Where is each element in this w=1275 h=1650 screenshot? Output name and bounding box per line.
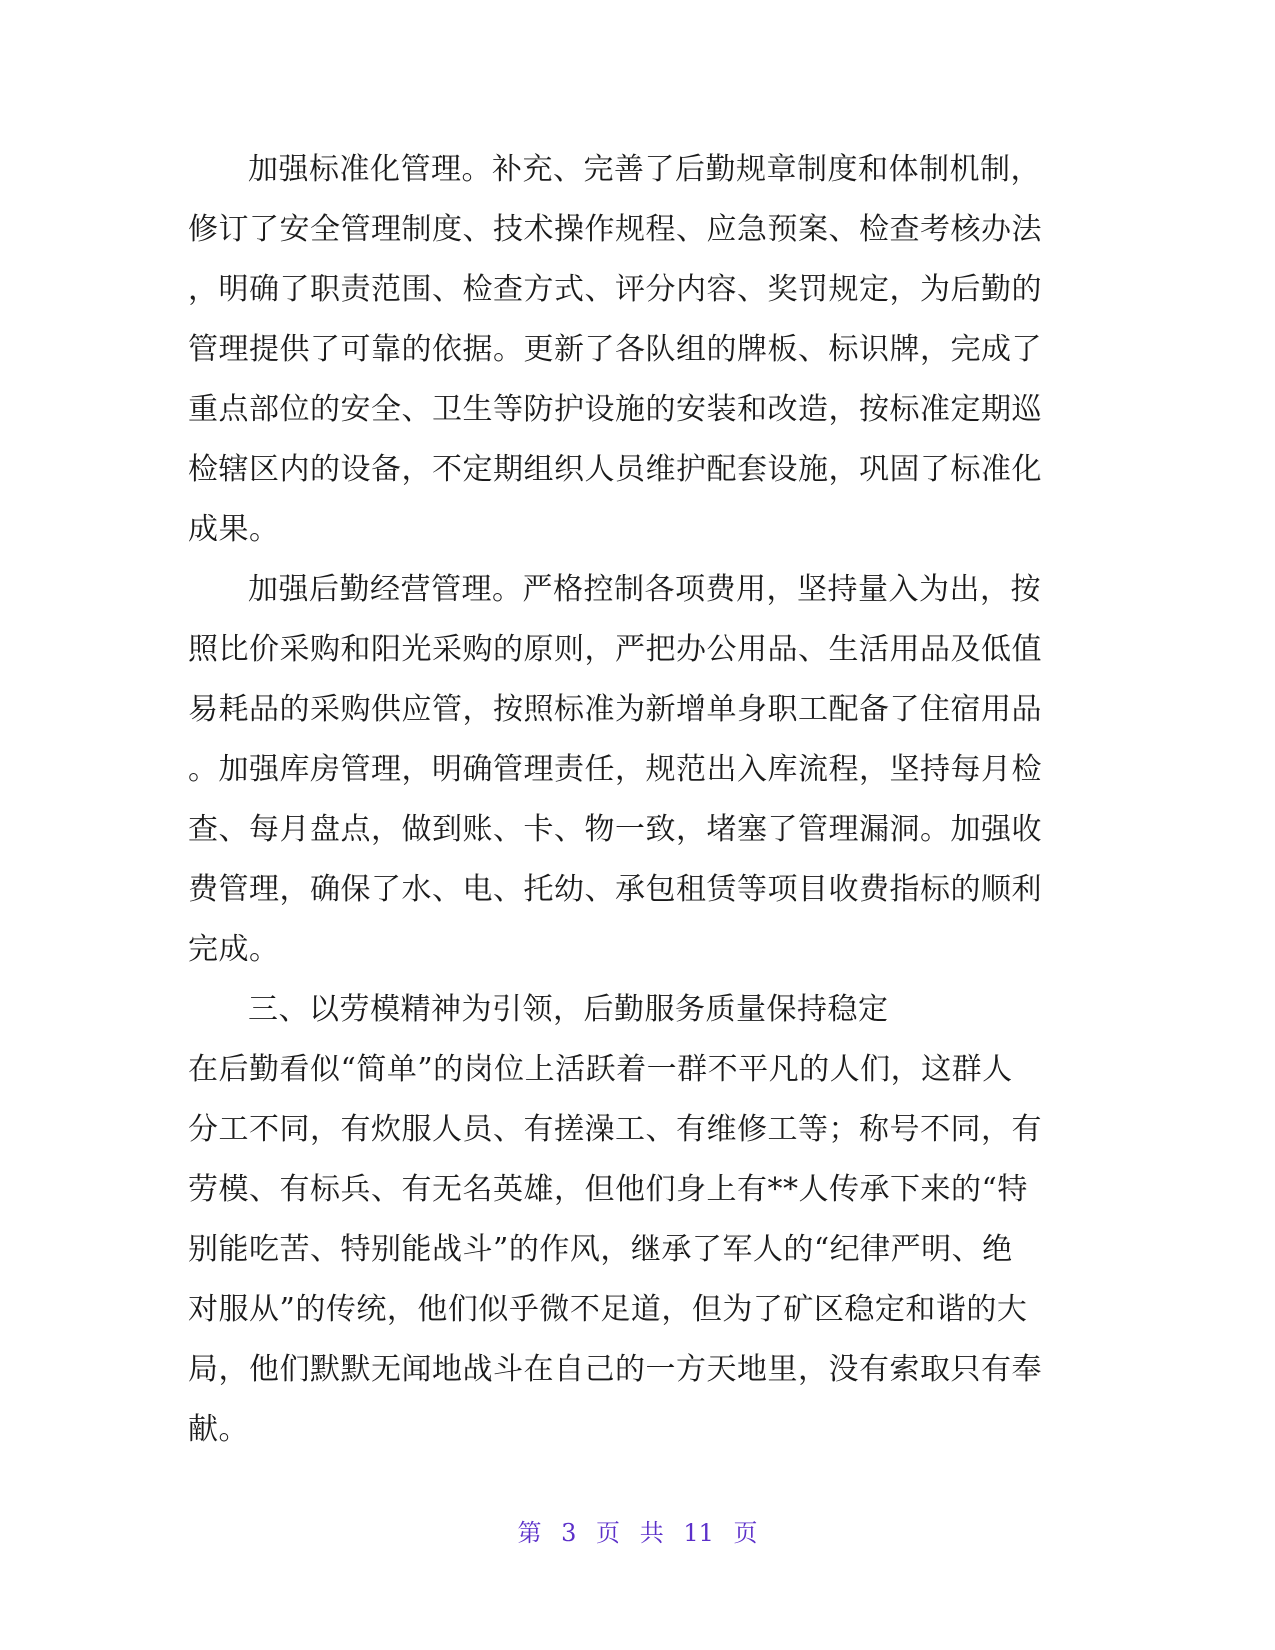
paragraph-line: 劳模、有标兵、有无名英雄，但他们身上有**人传承下来的“特 [188,1172,1028,1207]
footer-total-pages: 11 [683,1519,714,1547]
document-body [188,140,1068,1460]
paragraph-line: 查、每月盘点，做到账、卡、物一致，堵塞了管理漏洞。加强收 [188,812,1042,847]
paragraph-line: 局，他们默默无闻地战斗在自己的一方天地里，没有索取只有奉 [188,1352,1042,1387]
paragraph-line: 管理提供了可靠的依据。更新了各队组的牌板、标识牌，完成了 [188,332,1042,367]
paragraph-line: 在后勤看似“简单”的岗位上活跃着一群不平凡的人们，这群人 [188,1052,1013,1087]
footer-prefix: 第 [517,1519,542,1547]
footer-current-page: 3 [561,1519,577,1547]
paragraph-line: 照比价采购和阳光采购的原则，严把办公用品、生活用品及低值 [188,632,1042,667]
paragraph-line: 完成。 [188,932,280,967]
paragraph-line: 重点部位的安全、卫生等防护设施的安装和改造，按标准定期巡 [188,392,1042,427]
page-number-footer [0,1518,1275,1548]
footer-total-word: 共 [639,1519,664,1547]
paragraph-line: 修订了安全管理制度、技术操作规程、应急预案、检查考核办法 [188,212,1042,247]
paragraph-line: 检辖区内的设备，不定期组织人员维护配套设施，巩固了标准化 [188,452,1042,487]
paragraph-line: 献。 [188,1412,249,1447]
paragraph-line: ，明确了职责范围、检查方式、评分内容、奖罚规定，为后勤的 [188,272,1042,307]
paragraph-line: 易耗品的采购供应管，按照标准为新增单身职工配备了住宿用品 [188,692,1042,727]
paragraph-line: 成果。 [188,512,280,547]
paragraph-line: 加强标准化管理。补充、完善了后勤规章制度和体制机制， [248,152,1041,187]
paragraph-line: 。加强库房管理，明确管理责任，规范出入库流程，坚持每月检 [188,752,1042,787]
footer-suffix: 页 [733,1519,758,1547]
paragraph-line: 加强后勤经营管理。严格控制各项费用，坚持量入为出，按 [248,572,1041,607]
paragraph-line: 别能吃苦、特别能战斗”的作风，继承了军人的“纪律严明、绝 [188,1232,1013,1267]
footer-page-word: 页 [596,1519,621,1547]
paragraph-line: 对服从”的传统，他们似乎微不足道，但为了矿区稳定和谐的大 [188,1292,1028,1327]
paragraph-line: 分工不同，有炊服人员、有搓澡工、有维修工等；称号不同，有 [188,1112,1042,1147]
section-heading: 三、以劳模精神为引领，后勤服务质量保持稳定 [248,992,889,1027]
paragraph-line: 费管理，确保了水、电、托幼、承包租赁等项目收费指标的顺利 [188,872,1042,907]
